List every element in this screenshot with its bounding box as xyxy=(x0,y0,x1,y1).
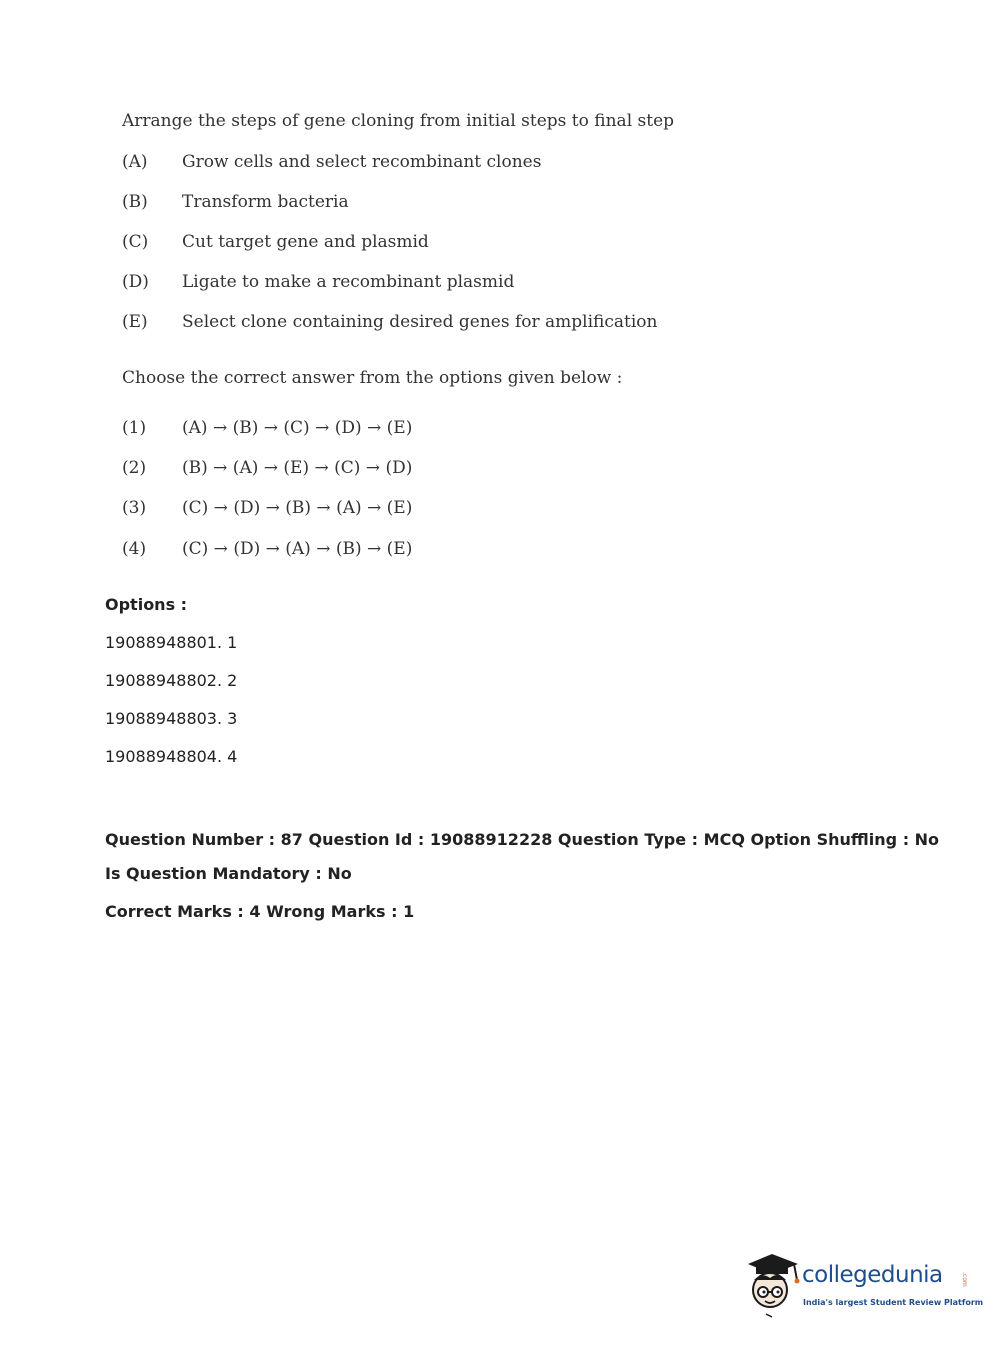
logo-wordmark: collegedunia xyxy=(802,1262,943,1288)
option-item-4: 19088948804. 4 xyxy=(105,747,238,766)
answer-text-2: (B) → (A) → (E) → (C) → (D) xyxy=(182,458,413,478)
option-item-1: 19088948801. 1 xyxy=(105,633,238,652)
question-prompt: Arrange the steps of gene cloning from initial steps to final step xyxy=(122,111,675,131)
step-label-d: (D) xyxy=(122,272,149,292)
option-item-3: 19088948803. 3 xyxy=(105,709,238,728)
logo-domain-suffix: .com xyxy=(961,1272,968,1287)
step-text-a: Grow cells and select recombinant clones xyxy=(182,152,542,172)
step-label-c: (C) xyxy=(122,232,149,252)
step-label-b: (B) xyxy=(122,192,148,212)
answer-label-1: (1) xyxy=(122,418,147,438)
step-label-e: (E) xyxy=(122,312,148,332)
answer-label-3: (3) xyxy=(122,498,147,518)
answer-text-3: (C) → (D) → (B) → (A) → (E) xyxy=(182,498,413,518)
step-text-c: Cut target gene and plasmid xyxy=(182,232,429,252)
options-heading: Options : xyxy=(105,595,188,614)
mascot-icon xyxy=(742,1250,802,1320)
step-text-e: Select clone containing desired genes for amplification xyxy=(182,312,658,332)
step-text-d: Ligate to make a recombinant plasmid xyxy=(182,272,515,292)
choose-instruction: Choose the correct answer from the options given below : xyxy=(122,368,623,388)
answer-text-4: (C) → (D) → (A) → (B) → (E) xyxy=(182,539,413,559)
answer-text-1: (A) → (B) → (C) → (D) → (E) xyxy=(182,418,413,438)
logo-tagline: India's largest Student Review Platform xyxy=(803,1298,984,1307)
option-item-2: 19088948802. 2 xyxy=(105,671,238,690)
step-text-b: Transform bacteria xyxy=(182,192,349,212)
answer-label-2: (2) xyxy=(122,458,147,478)
collegedunia-logo xyxy=(742,1250,984,1320)
step-label-a: (A) xyxy=(122,152,148,172)
question-marks-line: Correct Marks : 4 Wrong Marks : 1 xyxy=(105,902,415,921)
question-mandatory-line: Is Question Mandatory : No xyxy=(105,864,352,883)
question-meta-line: Question Number : 87 Question Id : 19088912228 Question Type : MCQ Option Shuffling : No xyxy=(105,830,940,849)
answer-label-4: (4) xyxy=(122,539,147,559)
